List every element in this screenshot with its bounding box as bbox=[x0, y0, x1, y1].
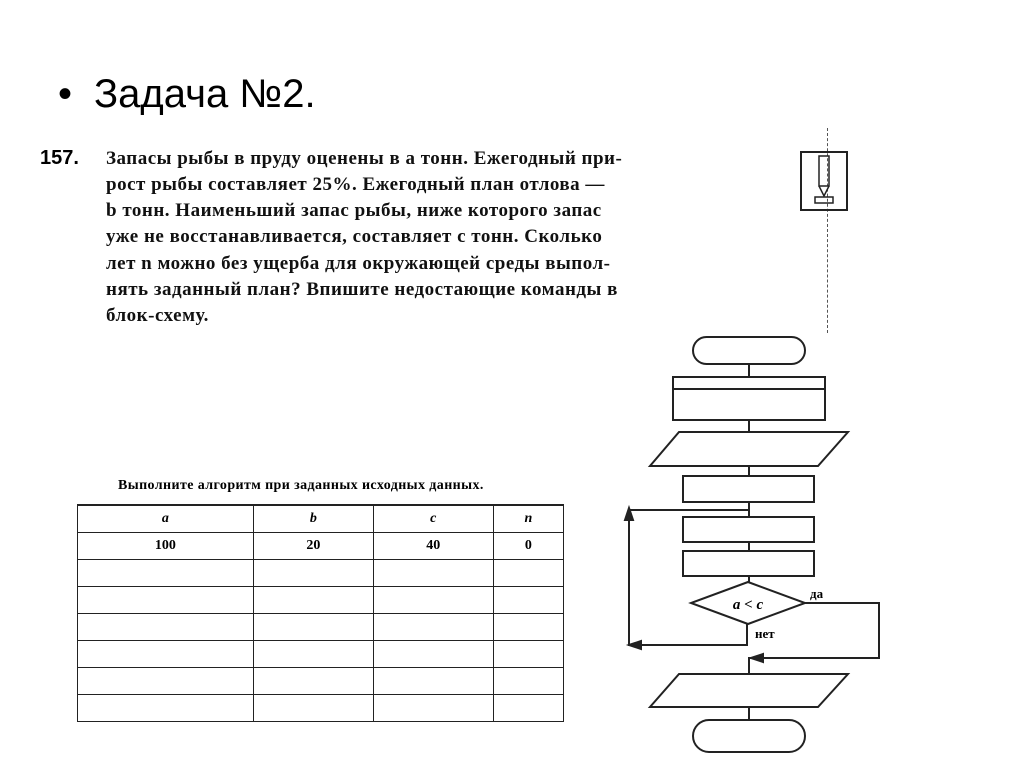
condition-text: a < c bbox=[732, 597, 764, 613]
process-block-3[interactable] bbox=[683, 551, 814, 576]
problem-line: нять заданный план? Впишите недостающие команды в bbox=[106, 279, 618, 300]
problem-line: уже не восстанавливается, составляет c тонн. Сколько bbox=[106, 226, 603, 247]
process-block-1[interactable] bbox=[683, 476, 814, 502]
problem-line: лет n можно без ущерба для окружающей среды выпол- bbox=[106, 253, 611, 274]
slide-title-text: Задача №2. bbox=[94, 72, 316, 116]
start-terminator bbox=[693, 337, 805, 364]
no-label: нет bbox=[755, 626, 775, 641]
yes-arrow-left bbox=[751, 654, 763, 662]
table-caption: Выполните алгоритм при заданных исходных данных. bbox=[118, 478, 484, 493]
problem-line: b тонн. Наименьший запас рыбы, ниже которого запас bbox=[106, 200, 602, 221]
header-a: a bbox=[78, 505, 254, 533]
header-c: c bbox=[373, 505, 493, 533]
output-block[interactable] bbox=[650, 674, 848, 707]
yes-label: да bbox=[810, 586, 824, 601]
process-block-2[interactable] bbox=[683, 517, 814, 542]
problem-line: Запасы рыбы в пруду оценены в a тонн. Ежегодный при- bbox=[106, 148, 623, 169]
cell-a: 100 bbox=[78, 533, 254, 560]
problem-number: 157. bbox=[40, 147, 79, 169]
pencil-task-icon bbox=[801, 152, 847, 210]
end-terminator bbox=[693, 720, 805, 752]
problem-line: рост рыбы составляет 25%. Ежегодный план отлова — bbox=[106, 174, 605, 195]
problem-line: блок-схему. bbox=[106, 305, 209, 326]
loop-arrow-left bbox=[629, 641, 641, 649]
cell-c: 40 bbox=[373, 533, 493, 560]
input-block[interactable] bbox=[650, 432, 848, 466]
header-b: b bbox=[253, 505, 373, 533]
cell-b: 20 bbox=[253, 533, 373, 560]
cell-n: 0 bbox=[493, 533, 563, 560]
declaration-block[interactable] bbox=[673, 377, 825, 420]
header-n: n bbox=[493, 505, 563, 533]
bullet: • bbox=[58, 72, 73, 116]
